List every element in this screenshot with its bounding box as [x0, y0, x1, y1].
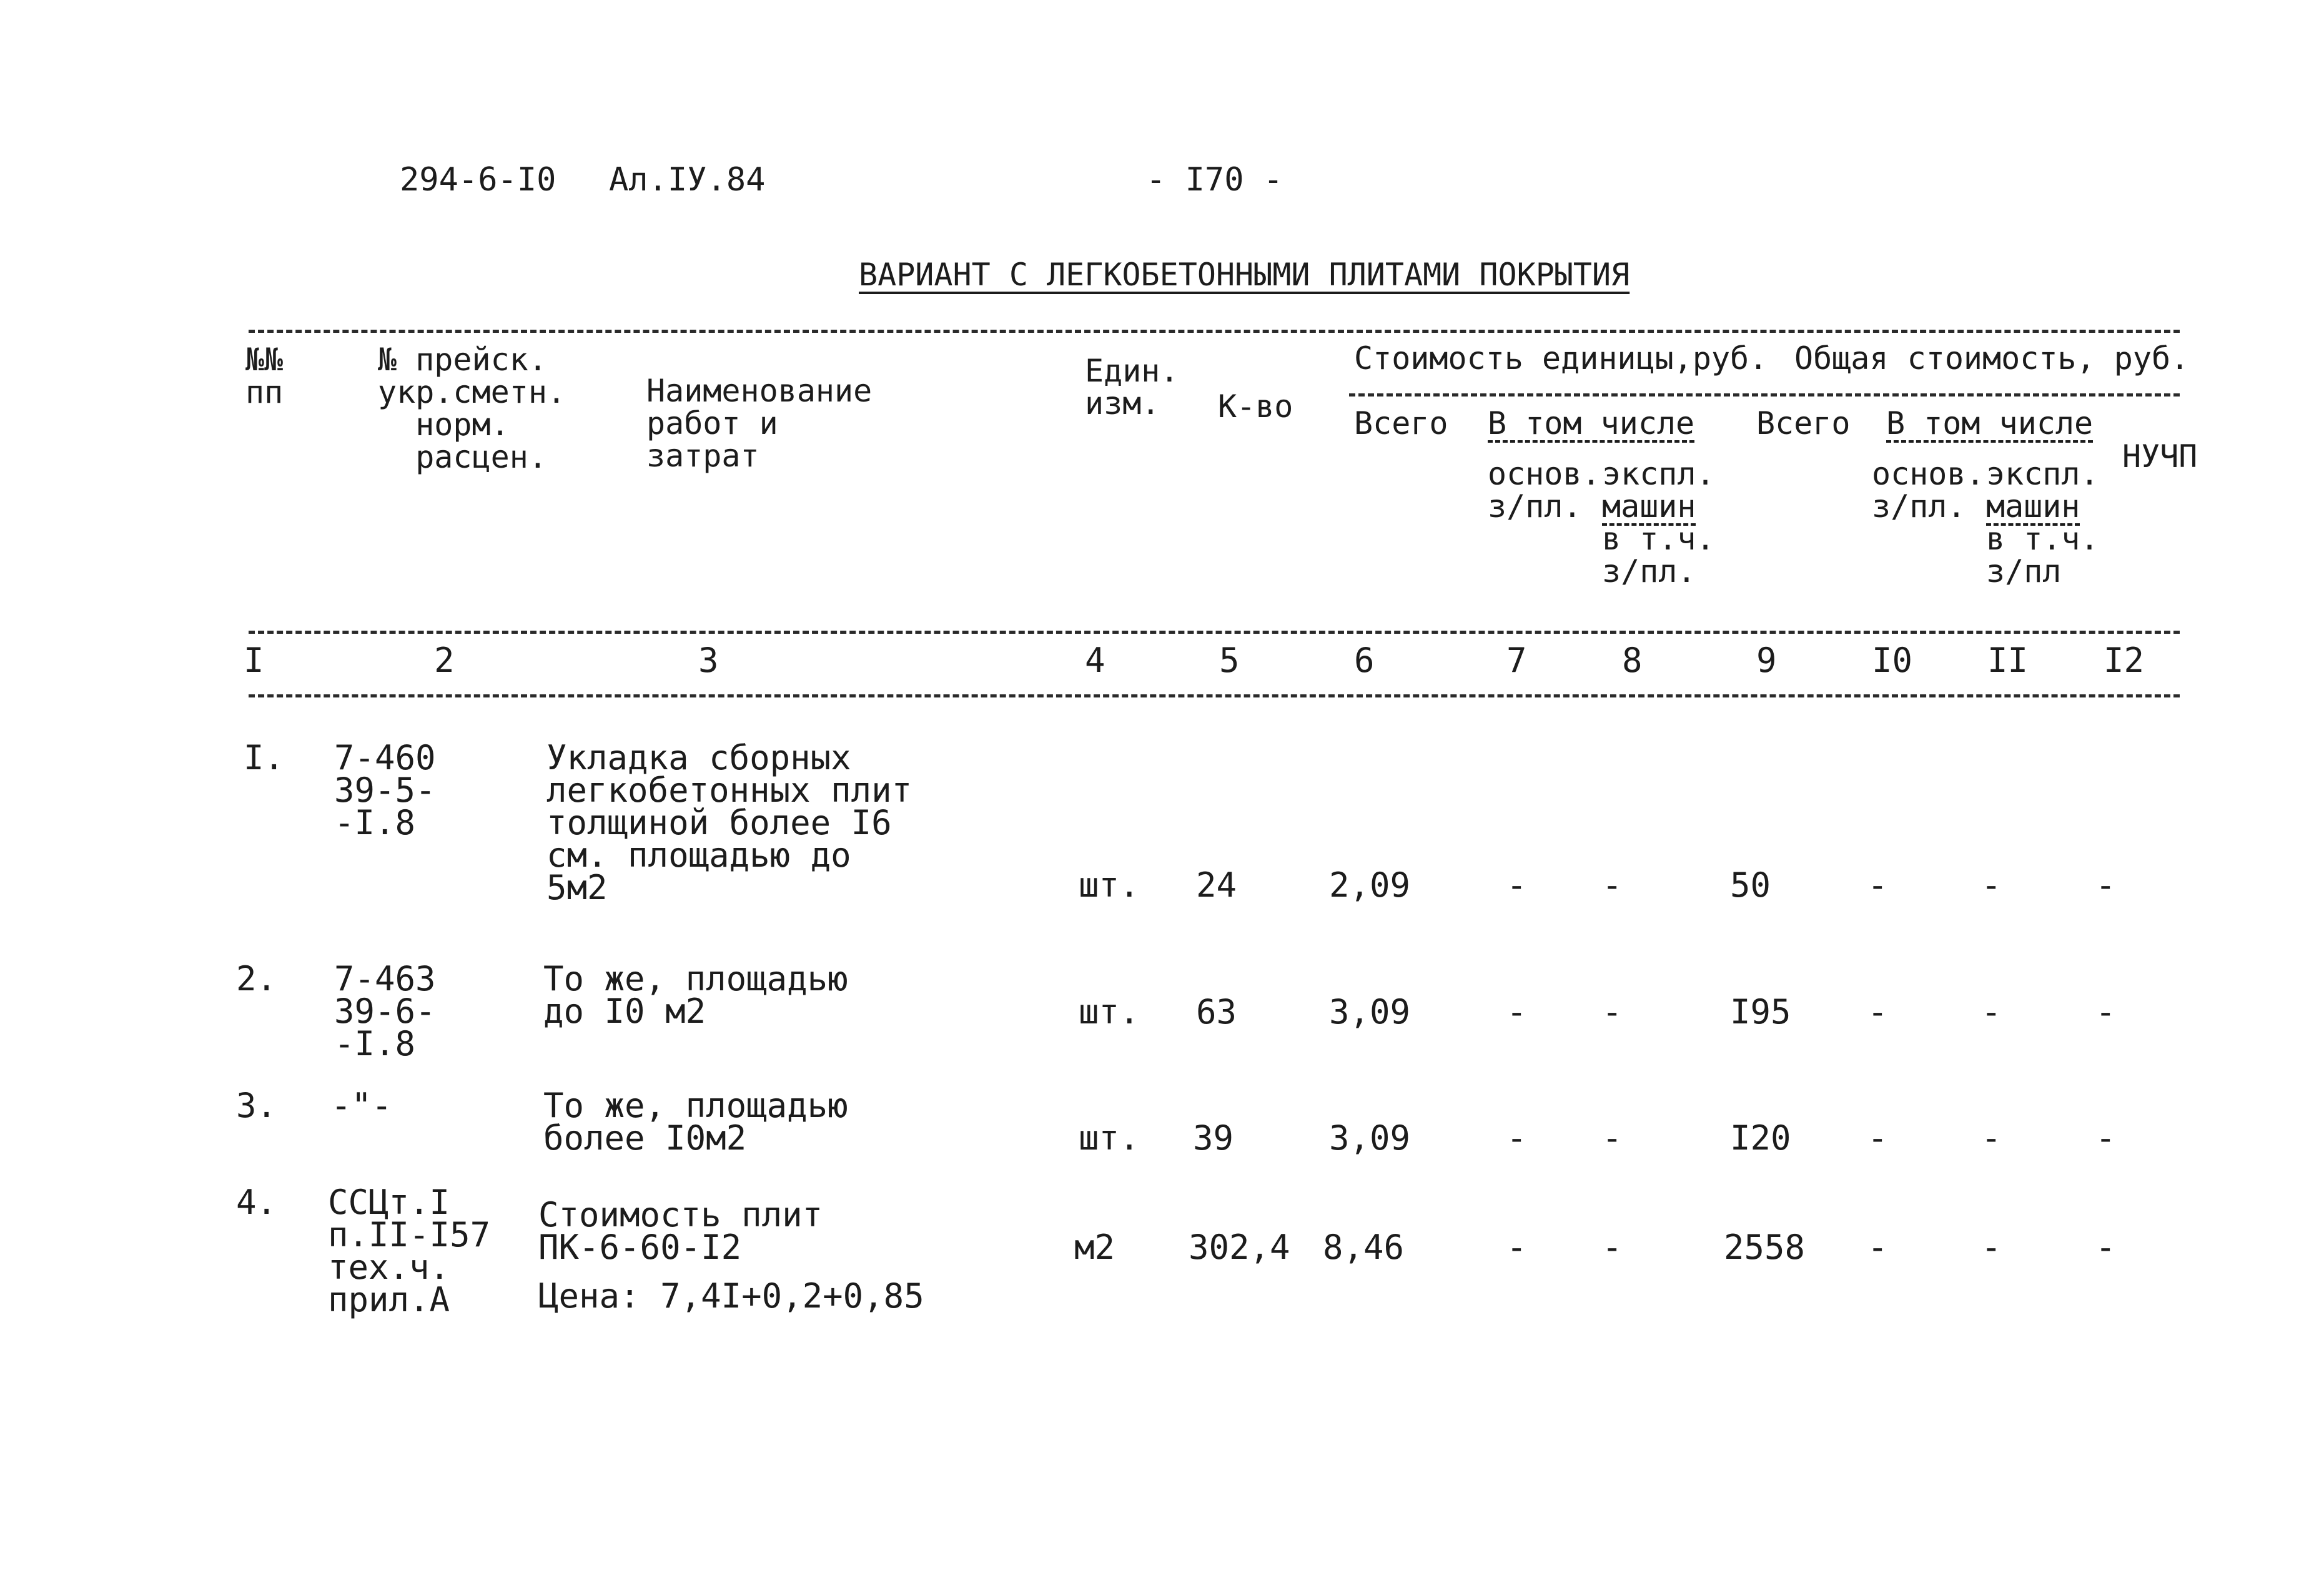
unit-cost-total: 8,46: [1323, 1228, 1405, 1267]
price-code: -"-: [331, 1086, 392, 1125]
unit-cost-total: 3,09: [1329, 1118, 1411, 1158]
header-bottom-rule: [249, 631, 2180, 634]
price-code: 7-463 39-6- -I.8: [334, 959, 436, 1063]
total-wage: -: [1867, 1118, 1888, 1158]
total-cost: 50: [1730, 865, 1771, 905]
total-wage: -: [1867, 865, 1888, 905]
header-code: № прейск. укр.сметн. норм. расцен.: [378, 342, 566, 475]
column-number: 4: [1085, 641, 1105, 680]
unit-cost-total: 2,09: [1329, 865, 1411, 905]
column-number: 6: [1354, 641, 1375, 680]
row-number: 4.: [236, 1183, 277, 1222]
quantity: 39: [1193, 1118, 1234, 1158]
unit: шт.: [1079, 865, 1140, 905]
work-description: То же, площадью более I0м2: [543, 1086, 848, 1158]
total-machine: -: [1981, 1118, 2002, 1158]
document-title: ВАРИАНТ С ЛЕГКОБЕТОННЫМИ ПЛИТАМИ ПОКРЫТИЯ: [859, 257, 1630, 293]
work-description: То же, площадью до I0 м2: [543, 959, 848, 1031]
column-numbers-rule: [249, 694, 2180, 697]
header-total-base-wage: основ. з/пл.: [1872, 456, 1985, 525]
unit-cost-machine: -: [1602, 992, 1623, 1032]
header-unit-machines: машин: [1602, 488, 1696, 525]
column-number: 8: [1622, 641, 1643, 680]
unit-cost-machine: -: [1602, 865, 1623, 905]
unit-cost-wage: -: [1506, 1118, 1527, 1158]
header-grand-total: Всего: [1756, 405, 1851, 441]
quantity: 24: [1196, 865, 1237, 905]
header-total-incl: В том числе: [1886, 405, 2094, 441]
unit-cost-machine: -: [1602, 1228, 1623, 1267]
unit-cost-wage: -: [1506, 1228, 1527, 1267]
unit: шт.: [1079, 1118, 1140, 1158]
header-unit-base-wage: основ. з/пл.: [1488, 456, 1601, 525]
work-description: Укладка сборных легкобетонных плит толщиной более I6 см. площадью до 5м2: [546, 738, 912, 907]
total-wage: -: [1867, 992, 1888, 1032]
column-number: 3: [698, 641, 719, 680]
cost-group-rule: [1349, 393, 2180, 396]
row-number: 3.: [236, 1086, 277, 1125]
row-number: 2.: [236, 959, 277, 998]
row-number: I.: [244, 738, 285, 777]
unit-cost-machine: -: [1602, 1118, 1623, 1158]
column-number: 2: [434, 641, 455, 680]
header-unit-incl-wage: в т.ч. з/пл.: [1602, 521, 1715, 589]
table-top-rule: [249, 330, 2180, 333]
price-code: ССЦт.I п.II-I57 тех.ч. прил.А: [328, 1183, 491, 1319]
column-number: II: [1987, 641, 2029, 680]
nuchp-value: -: [2095, 1118, 2116, 1158]
unit: шт.: [1079, 992, 1140, 1032]
unit-cost-wage: -: [1506, 992, 1527, 1032]
total-wage: -: [1867, 1228, 1888, 1267]
page-number: - I70 -: [1146, 161, 1283, 199]
unit: м2: [1074, 1228, 1115, 1267]
nuchp-value: -: [2095, 992, 2116, 1032]
total-cost: 2558: [1724, 1228, 1806, 1267]
header-total-incl-wage: в т.ч. з/пл: [1986, 521, 2099, 589]
album-reference: Ал.IУ.84: [609, 161, 766, 199]
column-number: I0: [1872, 641, 1913, 680]
header-unit-machine-op: экспл.: [1602, 456, 1715, 492]
header-total-machine-op: экспл.: [1986, 456, 2099, 492]
column-number: 5: [1219, 641, 1240, 680]
header-total-machines: машин: [1986, 488, 2080, 525]
header-name: Наименование работ и затрат: [646, 373, 873, 474]
nuchp-value: -: [2095, 865, 2116, 905]
header-unit-cost-group: Стоимость единицы,руб.: [1354, 340, 1768, 377]
unit-cost-wage: -: [1506, 865, 1527, 905]
column-number: I2: [2104, 641, 2145, 680]
price-code: 7-460 39-5- -I.8: [334, 738, 436, 842]
total-machine: -: [1981, 865, 2002, 905]
header-unit: Един. изм.: [1085, 353, 1179, 421]
header-unit-incl: В том числе: [1488, 405, 1695, 441]
header-unit-total: Всего: [1354, 405, 1448, 441]
quantity: 63: [1196, 992, 1237, 1032]
price-note: Цена: 7,4I+0,2+0,85: [538, 1276, 924, 1316]
header-nuchp: НУЧП: [2122, 438, 2198, 475]
column-number: I: [244, 641, 264, 680]
header-qty: К-во: [1218, 388, 1293, 425]
unit-cost-total: 3,09: [1329, 992, 1411, 1032]
total-cost: I95: [1730, 992, 1791, 1032]
header-num: №№ пп: [245, 342, 284, 410]
total-machine: -: [1981, 1228, 2002, 1267]
header-total-cost-group: Общая стоимость, руб.: [1794, 340, 2190, 377]
column-number: 7: [1506, 641, 1527, 680]
work-description: Стоимость плит ПК-6-60-I2: [538, 1195, 823, 1267]
document-code: 294-6-I0: [400, 161, 556, 199]
quantity: 302,4: [1189, 1228, 1290, 1267]
total-machine: -: [1981, 992, 2002, 1032]
total-cost: I20: [1730, 1118, 1791, 1158]
nuchp-value: -: [2095, 1228, 2116, 1267]
column-number: 9: [1756, 641, 1777, 680]
